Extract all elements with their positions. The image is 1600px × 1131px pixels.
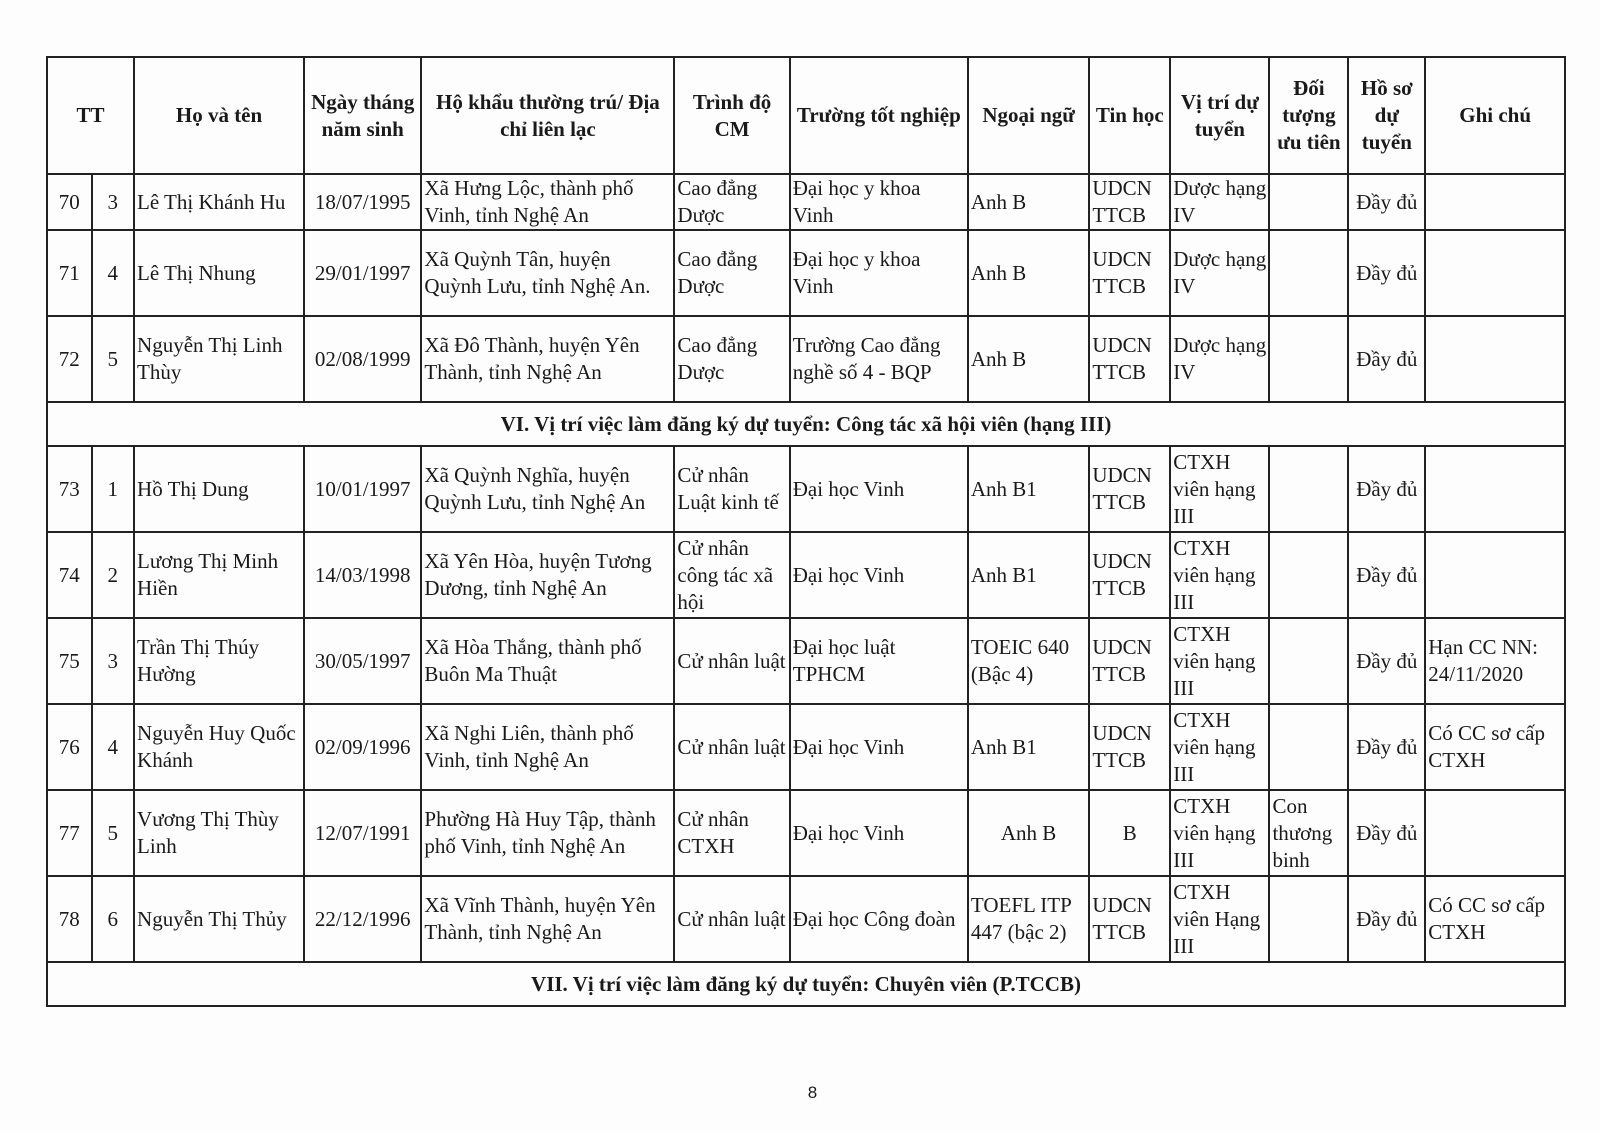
- cell-note: [1425, 174, 1565, 230]
- section-vi-title: VI. Vị trí việc làm đăng ký dự tuyển: Công tác xã hội viên (hạng III): [47, 402, 1565, 446]
- cell-no: 4: [92, 230, 135, 316]
- cell-language: Anh B: [968, 316, 1089, 402]
- cell-dossier: Đầy đủ: [1348, 230, 1425, 316]
- cell-degree: Cử nhân Luật kinh tế: [674, 446, 789, 532]
- header-position: Vị trí dự tuyển: [1170, 57, 1269, 174]
- table-row: [47, 876, 1565, 962]
- cell-no: 3: [92, 618, 135, 704]
- cell-priority: [1269, 704, 1348, 790]
- cell-name: Trần Thị Thúy Hường: [134, 618, 304, 704]
- cell-tt: 77: [47, 790, 92, 876]
- cell-tt: 75: [47, 618, 92, 704]
- cell-degree: Cử nhân luật: [674, 618, 789, 704]
- cell-degree: Cử nhân luật: [674, 704, 789, 790]
- section-heading-row: [47, 402, 1565, 446]
- cell-note: Có CC sơ cấp CTXH: [1425, 704, 1565, 790]
- cell-address: Xã Quỳnh Tân, huyện Quỳnh Lưu, tỉnh Nghệ An.: [421, 230, 674, 316]
- cell-address: Xã Yên Hòa, huyện Tương Dương, tỉnh Nghệ An: [421, 532, 674, 618]
- cell-language: TOEIC 640 (Bậc 4): [968, 618, 1089, 704]
- cell-note: Hạn CC NN: 24/11/2020: [1425, 618, 1565, 704]
- cell-priority: [1269, 316, 1348, 402]
- cell-priority: [1269, 618, 1348, 704]
- cell-position: Dược hạng IV: [1170, 316, 1269, 402]
- table-row: [47, 790, 1565, 876]
- cell-position: Dược hạng IV: [1170, 174, 1269, 230]
- cell-name: Hồ Thị Dung: [134, 446, 304, 532]
- cell-it: UDCN TTCB: [1089, 316, 1170, 402]
- cell-address: Xã Quỳnh Nghĩa, huyện Quỳnh Lưu, tỉnh Nghệ An: [421, 446, 674, 532]
- cell-degree: Cao đẳng Dược: [674, 230, 789, 316]
- cell-tt: 73: [47, 446, 92, 532]
- cell-degree: Cử nhân công tác xã hội: [674, 532, 789, 618]
- cell-school: Đại học Vinh: [790, 704, 968, 790]
- cell-position: Dược hạng IV: [1170, 230, 1269, 316]
- cell-priority: Con thương binh: [1269, 790, 1348, 876]
- cell-dossier: Đầy đủ: [1348, 446, 1425, 532]
- cell-priority: [1269, 174, 1348, 230]
- cell-degree: Cử nhân luật: [674, 876, 789, 962]
- cell-name: Nguyễn Thị Thủy: [134, 876, 304, 962]
- cell-tt: 71: [47, 230, 92, 316]
- cell-address: Xã Vĩnh Thành, huyện Yên Thành, tỉnh Nghệ An: [421, 876, 674, 962]
- cell-it: UDCN TTCB: [1089, 704, 1170, 790]
- section-vii-title: VII. Vị trí việc làm đăng ký dự tuyển: Chuyên viên (P.TCCB): [47, 962, 1565, 1006]
- table-row: [47, 174, 1565, 230]
- section-heading-row: [47, 962, 1565, 1006]
- cell-no: 1: [92, 446, 135, 532]
- cell-position: CTXH viên hạng III: [1170, 704, 1269, 790]
- cell-tt: 78: [47, 876, 92, 962]
- cell-dob: 10/01/1997: [304, 446, 421, 532]
- cell-language: TOEFL ITP 447 (bậc 2): [968, 876, 1089, 962]
- cell-no: 5: [92, 316, 135, 402]
- cell-language: Anh B1: [968, 446, 1089, 532]
- table-row: [47, 532, 1565, 618]
- candidate-table: [46, 56, 1566, 1007]
- cell-priority: [1269, 446, 1348, 532]
- cell-no: 5: [92, 790, 135, 876]
- cell-tt: 74: [47, 532, 92, 618]
- cell-language: Anh B: [968, 790, 1089, 876]
- cell-language: Anh B1: [968, 532, 1089, 618]
- cell-name: Lê Thị Nhung: [134, 230, 304, 316]
- cell-it: UDCN TTCB: [1089, 174, 1170, 230]
- cell-degree: Cao đẳng Dược: [674, 174, 789, 230]
- cell-dob: 18/07/1995: [304, 174, 421, 230]
- cell-it: UDCN TTCB: [1089, 230, 1170, 316]
- cell-note: [1425, 790, 1565, 876]
- cell-tt: 76: [47, 704, 92, 790]
- cell-no: 4: [92, 704, 135, 790]
- cell-note: [1425, 230, 1565, 316]
- cell-dob: 22/12/1996: [304, 876, 421, 962]
- cell-dob: 30/05/1997: [304, 618, 421, 704]
- cell-degree: Cao đẳng Dược: [674, 316, 789, 402]
- cell-no: 2: [92, 532, 135, 618]
- cell-it: UDCN TTCB: [1089, 876, 1170, 962]
- cell-position: CTXH viên hạng III: [1170, 446, 1269, 532]
- cell-school: Đại học y khoa Vinh: [790, 174, 968, 230]
- header-priority: Đối tượng ưu tiên: [1269, 57, 1348, 174]
- table-row: [47, 316, 1565, 402]
- cell-name: Lương Thị Minh Hiền: [134, 532, 304, 618]
- cell-dossier: Đầy đủ: [1348, 704, 1425, 790]
- header-note: Ghi chú: [1425, 57, 1565, 174]
- cell-it: UDCN TTCB: [1089, 446, 1170, 532]
- cell-it: B: [1089, 790, 1170, 876]
- header-dob: Ngày tháng năm sinh: [304, 57, 421, 174]
- cell-language: Anh B: [968, 230, 1089, 316]
- cell-note: [1425, 316, 1565, 402]
- cell-dossier: Đầy đủ: [1348, 174, 1425, 230]
- header-tt: TT: [47, 57, 134, 174]
- cell-priority: [1269, 230, 1348, 316]
- cell-address: Xã Hòa Thắng, thành phố Buôn Ma Thuật: [421, 618, 674, 704]
- cell-note: [1425, 532, 1565, 618]
- cell-dossier: Đầy đủ: [1348, 790, 1425, 876]
- page-number: 8: [807, 1083, 818, 1102]
- cell-priority: [1269, 532, 1348, 618]
- header-address: Hộ khẩu thường trú/ Địa chỉ liên lạc: [421, 57, 674, 174]
- cell-it: UDCN TTCB: [1089, 618, 1170, 704]
- table-row: [47, 618, 1565, 704]
- cell-position: CTXH viên hạng III: [1170, 790, 1269, 876]
- table-row: [47, 230, 1565, 316]
- cell-name: Lê Thị Khánh Hu: [134, 174, 304, 230]
- cell-address: Xã Đô Thành, huyện Yên Thành, tỉnh Nghệ An: [421, 316, 674, 402]
- cell-address: Phường Hà Huy Tập, thành phố Vinh, tỉnh Nghệ An: [421, 790, 674, 876]
- cell-tt: 70: [47, 174, 92, 230]
- cell-position: CTXH viên hạng III: [1170, 532, 1269, 618]
- cell-language: Anh B: [968, 174, 1089, 230]
- cell-school: Đại học Vinh: [790, 532, 968, 618]
- cell-no: 3: [92, 174, 135, 230]
- cell-dob: 12/07/1991: [304, 790, 421, 876]
- cell-school: Đại học luật TPHCM: [790, 618, 968, 704]
- cell-dossier: Đầy đủ: [1348, 618, 1425, 704]
- cell-name: Nguyễn Thị Linh Thùy: [134, 316, 304, 402]
- header-language: Ngoại ngữ: [968, 57, 1089, 174]
- cell-address: Xã Hưng Lộc, thành phố Vinh, tỉnh Nghệ An: [421, 174, 674, 230]
- cell-tt: 72: [47, 316, 92, 402]
- cell-school: Trường Cao đẳng nghề số 4 - BQP: [790, 316, 968, 402]
- table-row: [47, 446, 1565, 532]
- cell-dob: 14/03/1998: [304, 532, 421, 618]
- cell-language: Anh B1: [968, 704, 1089, 790]
- cell-dossier: Đầy đủ: [1348, 532, 1425, 618]
- header-row: [47, 57, 1565, 174]
- cell-no: 6: [92, 876, 135, 962]
- cell-position: CTXH viên Hạng III: [1170, 876, 1269, 962]
- cell-dossier: Đầy đủ: [1348, 316, 1425, 402]
- cell-school: Đại học Vinh: [790, 446, 968, 532]
- cell-name: Nguyễn Huy Quốc Khánh: [134, 704, 304, 790]
- cell-address: Xã Nghi Liên, thành phố Vinh, tỉnh Nghệ An: [421, 704, 674, 790]
- cell-dossier: Đầy đủ: [1348, 876, 1425, 962]
- cell-school: Đại học Vinh: [790, 790, 968, 876]
- cell-priority: [1269, 876, 1348, 962]
- cell-it: UDCN TTCB: [1089, 532, 1170, 618]
- cell-school: Đại học Công đoàn: [790, 876, 968, 962]
- cell-dob: 02/09/1996: [304, 704, 421, 790]
- cell-school: Đại học y khoa Vinh: [790, 230, 968, 316]
- table-row: [47, 704, 1565, 790]
- header-it: Tin học: [1089, 57, 1170, 174]
- cell-dob: 29/01/1997: [304, 230, 421, 316]
- cell-note: Có CC sơ cấp CTXH: [1425, 876, 1565, 962]
- cell-dob: 02/08/1999: [304, 316, 421, 402]
- header-dossier: Hồ sơ dự tuyển: [1348, 57, 1425, 174]
- cell-degree: Cử nhân CTXH: [674, 790, 789, 876]
- cell-note: [1425, 446, 1565, 532]
- cell-position: CTXH viên hạng III: [1170, 618, 1269, 704]
- cell-name: Vương Thị Thùy Linh: [134, 790, 304, 876]
- header-name: Họ và tên: [134, 57, 304, 174]
- header-school: Trường tốt nghiệp: [790, 57, 968, 174]
- header-degree: Trình độ CM: [674, 57, 789, 174]
